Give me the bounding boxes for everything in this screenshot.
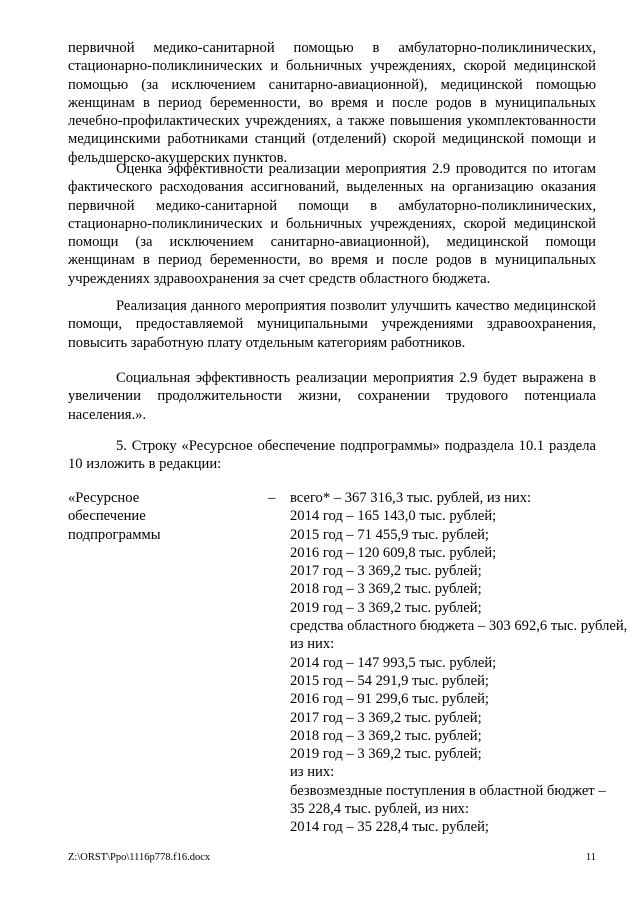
paragraph-text: Оценка эффективности реализации мероприятия 2.9 проводится по итогам фактического расходования ассигнований, выделенных на организацию оказания первичной медико-санитарной помощи в амбулаторно-поликлинических, стационарно-поликлинических и больничных учреждениях, скорой медицинской помощи (за исключением санитарно-авиационной), медицинской помощи женщинам в период беременности, во время и после родов в муниципальных учреждениях здравоохранения за счет средств областного бюджета. xyxy=(68,161,596,287)
resource-value-line: 2015 год – 54 291,9 тыс. рублей; xyxy=(290,672,489,689)
resource-value-line: из них: xyxy=(290,764,335,781)
resource-value-line: 2017 год – 3 369,2 тыс. рублей; xyxy=(290,709,482,726)
paragraph-text: 5. Строку «Ресурсное обеспечение подпрограммы» подраздела 10.1 раздела 10 изложить в редакции: xyxy=(68,438,596,473)
resource-value-line: из них: xyxy=(290,636,335,653)
resource-value-line: 2019 год – 3 369,2 тыс. рублей; xyxy=(290,746,482,763)
resource-value-line: 2018 год – 3 369,2 тыс. рублей; xyxy=(290,581,482,598)
page-number: 11 xyxy=(585,852,596,863)
resource-value-line: всего* – 367 316,3 тыс. рублей, из них: xyxy=(290,490,532,506)
paragraph-social-effect xyxy=(68,369,596,424)
resource-label xyxy=(68,489,198,544)
paragraph-amendment-5 xyxy=(68,437,596,474)
resource-dash: – xyxy=(268,490,276,506)
resource-value-line: средства областного бюджета – 303 692,6 тыс. рублей, xyxy=(290,618,628,635)
resource-values xyxy=(290,489,628,837)
resource-label-line: «Ресурсное xyxy=(68,490,140,506)
resource-value-line: 2014 год – 165 143,0 тыс. рублей; xyxy=(290,508,497,525)
resource-value-line: 2016 год – 120 609,8 тыс. рублей; xyxy=(290,544,497,561)
paragraph-evaluation xyxy=(68,160,596,288)
paragraph-continuation xyxy=(68,39,596,167)
resource-label-line: обеспечение xyxy=(68,508,146,525)
resource-value-line: 2014 год – 147 993,5 тыс. рублей; xyxy=(290,654,497,671)
resource-value-line: 2019 год – 3 369,2 тыс. рублей; xyxy=(290,599,482,616)
paragraph-text: Социальная эффективность реализации мероприятия 2.9 будет выражена в увеличении продолжительности жизни, сохранении трудового потенциала населения.». xyxy=(68,370,596,423)
resource-value-line: 2016 год – 91 299,6 тыс. рублей; xyxy=(290,691,489,708)
paragraph-implementation xyxy=(68,297,596,352)
resource-value-line: 2018 год – 3 369,2 тыс. рублей; xyxy=(290,727,482,744)
paragraph-text: первичной медико-санитарной помощью в амбулаторно-поликлинических, стационарно-поликлинических и больничных учреждениях, скорой медицинской помощью (за исключением санитарно-авиационной), медицинской помощью женщинам в период беременности, во время и после родов в муниципальных лечебно-профилактических учреждениях, а также повышения укомплектованности медицинскими работниками станций (отделений) скорой медицинской помощи и фельдшерско-акушерских пунктов. xyxy=(68,40,596,166)
resource-label-line: подпрограммы xyxy=(68,526,161,543)
resource-value-line: безвозмездные поступления в областной бюджет – xyxy=(290,782,606,799)
resource-value-line: 35 228,4 тыс. рублей, из них: xyxy=(290,801,470,818)
resource-value-line: 2017 год – 3 369,2 тыс. рублей; xyxy=(290,563,482,580)
paragraph-text: Реализация данного мероприятия позволит улучшить качество медицинской помощи, предоставляемой муниципальными учреждениями здравоохранения, повысить заработную плату отдельным категориям работников. xyxy=(68,298,596,351)
footer-file-path: Z:\ORST\Ppo\1116p778.f16.docx xyxy=(68,852,211,863)
resource-value-line: 2015 год – 71 455,9 тыс. рублей; xyxy=(290,526,489,543)
resource-value-line: 2014 год – 35 228,4 тыс. рублей; xyxy=(290,819,489,836)
